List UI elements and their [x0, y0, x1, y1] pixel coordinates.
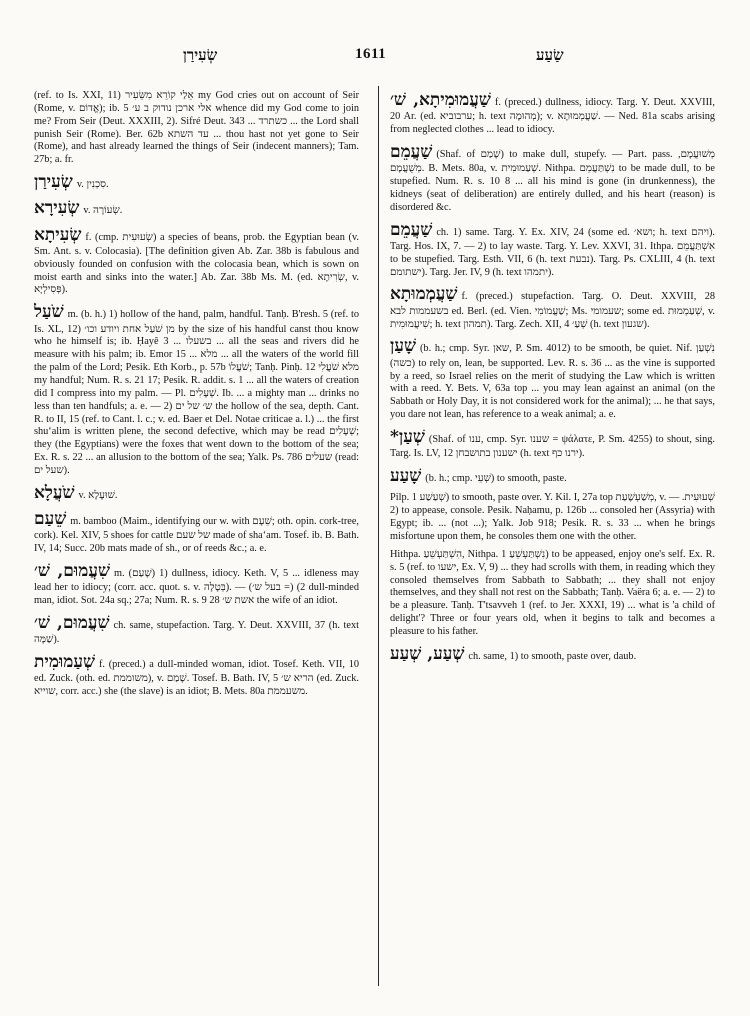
entry-definition: (Shaf. of שָׁמַם) to make dull, stupefy. — Part. pass. מְשׁוּעֲמָם, מְשֻׁעֲמָם. B. Mets. 80a, v. שְׁעַמוּמִית. Nithpa. נִשְׁתַּעֲמֵם to be made dull, to be stupefied. Num. R. s. 10 8 ... all his mind is gone (in drunkenness), the kidneys (seat of deliberation) are entirely dulled, and his heart (reason) is disordered &c.: [390, 148, 715, 213]
entry-headword: שְׂעִיתָא: [34, 224, 82, 245]
dictionary-entry: [34, 198, 359, 219]
page-number: 1611: [355, 46, 387, 62]
entry-definition: f. (preced.) stupefaction. Targ. O. Deut. XXVIII, 28 בשעממות לבא ed. Berl. (ed. Vien. שַׁעֲמוֹמִי; Ms. שעמומי; some ed. שְׁעַמְמוּת, v. שִׁיעֲמוּמִית; h. text תמהון). Targ. Zech. XII, 4 שְׁעַ׳ (h. text שגעון).: [390, 291, 715, 330]
entry-definition: f. (preced.) a dull-minded woman, idiot. Tosef. Keth. VII, 10 ed. Zuck. (oth. ed. משוממת), v. שָׁמַם. Tosef. B. Bath. IV, 5 הריא ש׳ (ed. Zuck. שוייא, corr. acc.) she (the slave) is an idiot; B. Mets. 80a משעממת.: [34, 659, 359, 698]
dictionary-entry: [390, 644, 715, 665]
dictionary-entry: [34, 613, 359, 647]
entry-definition: ch. same, stupefaction. Targ. Y. Deut. XXVIII, 37 (h. text שַׁמָּה).: [34, 620, 359, 646]
entry-headword: שַׁעֲמְמוּתָא: [390, 284, 458, 305]
entry-definition: (b. h.; cmp. Syr. שאן, P. Sm. 4012) to be smooth, be quiet. Nif. נִשְׁעַן (כשה) to rely on, lean, be supported. Lev. R. s. 36 ... as the vine is supported by a reed, so Israel relies on the merit of studying the Law which is written with a reed. Y. Bets. V, 63a top ... you may lean against an animal (on the Sabbath or Holy Day, it is not considered work for the animal); ... he that says, you dare not lean, has reference to a weak animal; a. e.: [390, 343, 715, 421]
entry-headword: שְׁעַמוּמִית: [34, 652, 95, 673]
entry-headword: שֹׁעַל: [34, 302, 64, 323]
entry-headword: שְׂעִירָא: [34, 198, 80, 219]
header-left-word: שְׂעִירַן: [183, 48, 218, 64]
entry-headword: שָׁעַן: [390, 336, 416, 357]
dictionary-entry: [34, 225, 359, 298]
entry-headword: שֵׁעַם: [34, 509, 67, 530]
dictionary-entry: [390, 284, 715, 331]
column-divider: [378, 86, 379, 986]
entry-headword: שְׂעִירַן: [34, 172, 73, 193]
entry-definition: Hithpa. הִשְׁתַּעְשֵׁעַ, Nithpa. נִשְׁתַּעְשֵׁעַ 1) to be appeased, enjoy one's self. Ex. R. s. 5 (ref. to ישעו, Ex. V, 9) ... they had scrolls with them, in reading which they consoled themselves from Sabbath to Sabbath; ... they shall not enjoy themselves, and they shall not rest on the Sabbath; Tanḥ. Vaëra 6; a. e. — 2) to be a pleasure. Tanḥ. T'tsavveh 1 (ref. to Jer. XXXI, 19) ... what is 'a child of delight'? Three or four years old, when it begins to talk and becomes a pleasure to his father.: [390, 548, 715, 637]
page-header: [0, 46, 750, 70]
dictionary-entry: [390, 427, 715, 461]
left-column: [34, 90, 359, 995]
dictionary-entry: [34, 302, 359, 478]
entry-headword: שַׁעֲמֵם: [390, 141, 433, 162]
entry-definition: v. סִכְנִין.: [76, 179, 109, 191]
entry-definition: f. (preced.) dullness, idiocy. Targ. Y. Deut. XXVIII, 20 Ar. (ed. ערבוביא; h. text מְהוּמָה); v. שַׁעֲמְמוּתָא. — Ned. 81a scabs arising from neglected clothes ... lead to idiocy.: [390, 97, 715, 136]
entry-headword: שַׁעֲמֵם: [390, 219, 433, 240]
entry-definition: v. שׁוּעָלָא.: [78, 489, 118, 501]
entry-definition: v. שְׂעוֹרָה.: [83, 205, 123, 217]
dictionary-entry: [34, 652, 359, 699]
entry-headword: שְׁעַע, שְׁעַע: [390, 643, 465, 664]
dictionary-entry: [34, 90, 359, 167]
entry-headword: שֹׁעֲלָא: [34, 482, 75, 503]
header-right-word: שַׂעַע: [536, 48, 564, 64]
entry-definition: f. (cmp. שְׂעוּעִית) a species of beans, prob. the Egyptian bean (v. Sm. Ant. s. v. Colocasia). [The definition given Ab. Zar. 38b is fabulous and obviously founded on confusion with the colocasia bean, which is sown on moist earth and sinks into the water.] Ab. Zar. 38b Ms. M. (ed. שְׂרִיתָא, v. פְּסִילְיָא).: [34, 231, 359, 296]
entry-definition: ch. same, 1) to smooth, paste over, daub.: [468, 650, 637, 662]
dictionary-entry: [390, 336, 715, 422]
dictionary-entry: [390, 90, 715, 137]
entry-headword: *שְׁעַן: [390, 427, 425, 447]
dictionary-entry: [390, 220, 715, 280]
entry-headword: שָׁעַע: [390, 466, 422, 487]
entry-definition: m. (b. h.) 1) hollow of the hand, palm, handful. Tanḥ. B'resh. 5 (ref. to Is. XL, 12) מן שֹׁעַל אחת ויודע וכו׳ by the size of his handful canst thou know who he himself is; ib. Ḥayê 3 ... בשעלו ... all the seas and rivers did he measure with his palm; ib. Emor 15 ... מלא ... all the waters of the world fill the palm of the Lord; Pesik. Eth Korb., p. 57b שֹׁעֲלוֹ; Tanḥ. Pinḥ. 12 מלא שֹׁעֲלִי my handful; Num. R. s. 21 17; Pesik. R. addit. s. 1 ... all the waters of creation did I compress into my palm. — Pl. שְׁעָלִים. Ib. ... a mighty man ... drinks no less than ten handfuls; a. e. — 2) ש׳ של ים the hollow of the sea, depth. Cant. R. to II, 15 (ref. to Cant. l. c.; v. ed. Baer et Del. Notae criticae a. l.) ... the first shu‘alim is written plene, the second defective, which may be read שְׁעָלִים; they (the Egyptians) were the foxes that went down to the bottom of the sea; Ex. R. s. 22 ... an allusion to the bottom of the sea; Yalk. Ps. 786 שעלים (read: שעל ים).: [34, 309, 359, 477]
entry-definition: (b. h.; cmp. שְׁעֵי) to smooth, paste.: [425, 473, 567, 485]
dictionary-entry: [34, 483, 359, 504]
entry-definition: (ref. to Is. XXI, 11) אֵלַי קוֹרֵא מִשֵּׂעִיר my God cries out on account of Seir (Rome, v. אֱדוֹם); ib. 5 אלי ארכן נודוק ב ע׳ whence did my God come to join me? From Seir (Deut. XXXIII, 2). Sifré Deut. 343 ... כשתרד ... the Lord shall punish Seir (Rome). Ber. 62b עד השתא ... thou hast not yet gone to Seir (Rome), and hast already learned the things of Seir (indecent manners); Tam. 27b; a. fr.: [34, 90, 359, 166]
entry-definition: (Shaf. of ענו, cmp. Syr. שענו = ψάλατε, P. Sm. 4255) to shout, sing. Targ. Is. LV, 12 ישענון בתושבחן (h. text ירנו כף).: [390, 434, 715, 460]
dictionary-entry: [390, 492, 715, 543]
dictionary-entry: [390, 466, 715, 487]
dictionary-entry: [34, 509, 359, 556]
entry-headword: שִׁעֲמוּם, שׁ׳: [34, 613, 110, 634]
dictionary-entry: [390, 549, 715, 639]
entry-headword: שַׁעֲמוּמִיתָא, שׁ׳: [390, 90, 491, 110]
dictionary-entry: [34, 561, 359, 608]
entry-definition: ch. 1) same. Targ. Y. Ex. XIV, 24 (some ed. ושא׳; h. text ויהם). Targ. Hos. IX, 7. — 2) to lay waste. Targ. Y. Lev. XXVI, 31. Ithpa. אִשְׁתַּעֲמֵם to be stupefied. Targ. Esth. VII, 6 (h. text נבעת). Targ. Ps. CXLIII, 4 (h. text ישתומם). Targ. Jer. IV, 9 (h. text יתמהו).: [390, 226, 715, 278]
entry-definition: Pilp. שְׁעַשַׁע 1) to smooth, paste over. Y. Kil. I, 27a top מְשַׁעְשֶׁעַת, v. שְׁעוּעִית. — 2) to appease, console. Pesik. Naḥamu, p. 126b ... consoled her (Assyria) with Egypt; ib. ... (not ...); Yalk. Job 918; Pesik. R. s. 33 ... when he brings misfortune upon them, he consoles them one with the other.: [390, 492, 715, 542]
dictionary-entry: [34, 172, 359, 193]
entry-definition: m. bamboo (Maim., identifying our w. with שֵׁעָם; oth. opin. cork-tree, cork). Kel. XIV, 5 shoes for cattle של שעם made of sha‘am. Tosef. ib. B. Bath. IV, 14; Succ. 20b mats made of sh., or of reeds &c.; a. e.: [34, 516, 359, 555]
entry-definition: m. (שָׁעַם) 1) dullness, idiocy. Keth. V, 5 ... idleness may lead her to idiocy; (corr. acc. quot. s. v. בְּטָלָה). — 2) (= בעל ש׳) dull-minded man, idiot. Sot. 24a sq.; 27a; Num. R. s. 9 28 אשת ש׳ the wife of an idiot.: [34, 568, 359, 607]
right-column: [390, 90, 715, 995]
entry-headword: שִׁעֲמוּם, שׁ׳: [34, 561, 110, 582]
dictionary-entry: [390, 142, 715, 215]
